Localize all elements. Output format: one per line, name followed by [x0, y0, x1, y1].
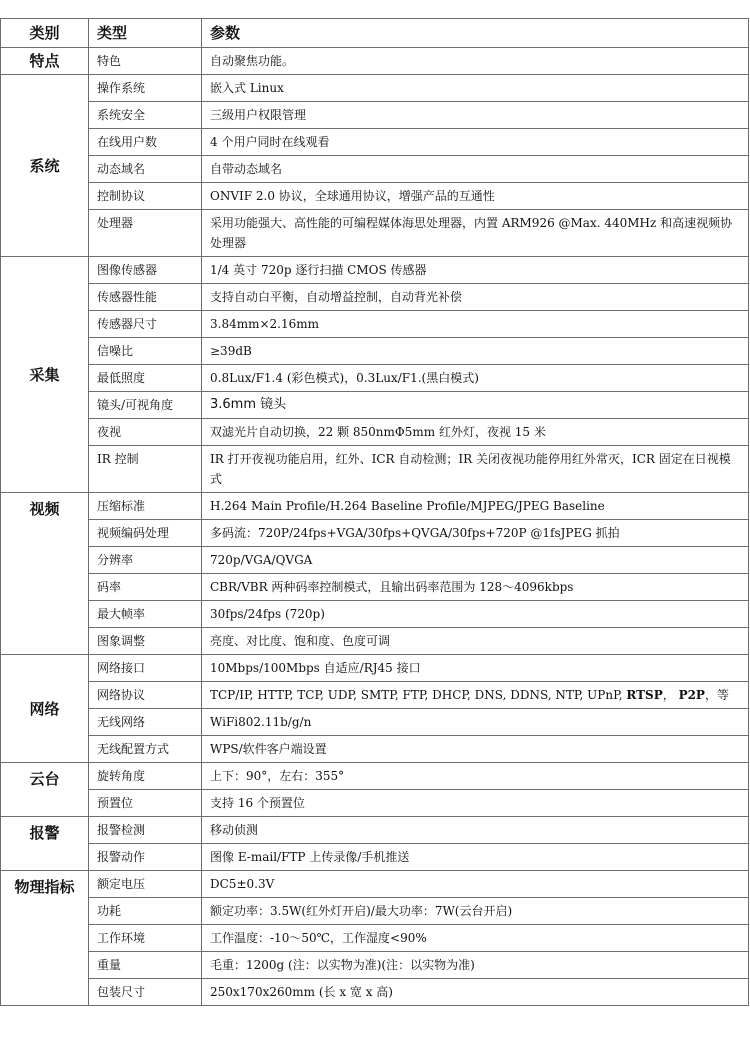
spec-value: 自带动态域名 [202, 156, 749, 183]
table-row [1, 817, 749, 844]
spec-type: 最大帧率 [89, 601, 202, 628]
table-row [1, 365, 749, 392]
header-param: 参数 [202, 19, 749, 48]
table-row [1, 628, 749, 655]
protocol-rtsp: RTSP [626, 688, 663, 702]
spec-value: 图像 E-mail/FTP 上传录像/手机推送 [202, 844, 749, 871]
category-ptz: 云台 [1, 763, 89, 817]
spec-value: 720p/VGA/QVGA [202, 547, 749, 574]
spec-value: 多码流：720P/24fps+VGA/30fps+QVGA/30fps+720P @1fsJPEG 抓拍 [202, 520, 749, 547]
table-row [1, 844, 749, 871]
spec-type: 分辨率 [89, 547, 202, 574]
protocol-separator: ， [662, 688, 679, 702]
spec-value: CBR/VBR 两种码率控制模式，且输出码率范围为 128～4096kbps [202, 574, 749, 601]
spec-value: WPS/软件客户端设置 [202, 736, 749, 763]
table-row [1, 156, 749, 183]
category-features: 特点 [1, 48, 89, 75]
table-row [1, 790, 749, 817]
table-row [1, 392, 749, 419]
spec-type: 操作系统 [89, 75, 202, 102]
spec-value: 额定功率：3.5W(红外灯开启)/最大功率：7W(云台开启) [202, 898, 749, 925]
spec-type: 网络接口 [89, 655, 202, 682]
spec-value: 4 个用户同时在线观看 [202, 129, 749, 156]
table-row [1, 898, 749, 925]
table-row [1, 520, 749, 547]
table-row [1, 419, 749, 446]
category-alarm: 报警 [1, 817, 89, 871]
spec-type: 包装尺寸 [89, 979, 202, 1006]
spec-value: 3.6mm 镜头 [202, 392, 749, 419]
spec-value: 支持自动白平衡，自动增益控制，自动背光补偿 [202, 284, 749, 311]
spec-value: 采用功能强大、高性能的可编程媒体海思处理器，内置 ARM926 @Max. 440MHz 和高速视频协处理器 [202, 210, 749, 257]
spec-value: ≥39dB [202, 338, 749, 365]
spec-value: 亮度、对比度、饱和度、色度可调 [202, 628, 749, 655]
table-row [1, 682, 749, 709]
spec-type: 夜视 [89, 419, 202, 446]
spec-value: 毛重：1200g (注：以实物为准)(注：以实物为准) [202, 952, 749, 979]
spec-value: 1/4 英寸 720p 逐行扫描 CMOS 传感器 [202, 257, 749, 284]
spec-value: 30fps/24fps (720p) [202, 601, 749, 628]
spec-value: 双滤光片自动切换，22 颗 850nmΦ5mm 红外灯，夜视 15 米 [202, 419, 749, 446]
spec-value [202, 682, 749, 709]
spec-type: 图像传感器 [89, 257, 202, 284]
spec-type: 信噪比 [89, 338, 202, 365]
spec-type: 控制协议 [89, 183, 202, 210]
category-network: 网络 [1, 655, 89, 763]
table-row [1, 709, 749, 736]
spec-value: 3.84mm×2.16mm [202, 311, 749, 338]
spec-type: 无线网络 [89, 709, 202, 736]
spec-type: 功耗 [89, 898, 202, 925]
table-row [1, 446, 749, 493]
table-row [1, 574, 749, 601]
spec-type: 镜头/可视角度 [89, 392, 202, 419]
spec-type: 特色 [89, 48, 202, 75]
table-row [1, 284, 749, 311]
spec-value: 10Mbps/100Mbps 自适应/RJ45 接口 [202, 655, 749, 682]
spec-type: 处理器 [89, 210, 202, 257]
protocol-p2p: P2P [678, 688, 705, 702]
spec-type: 最低照度 [89, 365, 202, 392]
table-row [1, 257, 749, 284]
spec-value: 移动侦测 [202, 817, 749, 844]
spec-value: DC5±0.3V [202, 871, 749, 898]
table-row [1, 493, 749, 520]
spec-type: 动态域名 [89, 156, 202, 183]
table-row [1, 210, 749, 257]
spec-value: 支持 16 个预置位 [202, 790, 749, 817]
header-category: 类别 [1, 19, 89, 48]
spec-value: 250x170x260mm (长 x 宽 x 高) [202, 979, 749, 1006]
table-row [1, 183, 749, 210]
table-row [1, 952, 749, 979]
table-row [1, 871, 749, 898]
header-type: 类型 [89, 19, 202, 48]
spec-value: 工作温度：-10～50℃，工作湿度<90% [202, 925, 749, 952]
spec-type: 报警动作 [89, 844, 202, 871]
spec-table [0, 18, 749, 1006]
spec-value: WiFi802.11b/g/n [202, 709, 749, 736]
spec-value: 嵌入式 Linux [202, 75, 749, 102]
spec-value: IR 打开夜视功能启用，红外、ICR 自动检测；IR 关闭夜视功能停用红外常灭，ICR 固定在日视模式 [202, 446, 749, 493]
table-row [1, 338, 749, 365]
spec-type: 传感器尺寸 [89, 311, 202, 338]
table-row [1, 311, 749, 338]
table-row [1, 129, 749, 156]
spec-type: 报警检测 [89, 817, 202, 844]
category-video: 视频 [1, 493, 89, 655]
spec-type: IR 控制 [89, 446, 202, 493]
table-row [1, 655, 749, 682]
spec-type: 旋转角度 [89, 763, 202, 790]
table-row [1, 102, 749, 129]
header-row [1, 19, 749, 48]
spec-type: 在线用户数 [89, 129, 202, 156]
table-row [1, 48, 749, 75]
spec-value: ONVIF 2.0 协议，全球通用协议，增强产品的互通性 [202, 183, 749, 210]
spec-type: 工作环境 [89, 925, 202, 952]
spec-type: 码率 [89, 574, 202, 601]
table-row [1, 925, 749, 952]
spec-type: 视频编码处理 [89, 520, 202, 547]
table-row [1, 979, 749, 1006]
spec-type: 图象调整 [89, 628, 202, 655]
spec-type: 网络协议 [89, 682, 202, 709]
category-physical: 物理指标 [1, 871, 89, 1006]
spec-type: 传感器性能 [89, 284, 202, 311]
protocol-suffix: ，等 [704, 688, 729, 702]
spec-value: 上下：90°，左右：355° [202, 763, 749, 790]
table-row [1, 736, 749, 763]
table-row [1, 601, 749, 628]
table-row [1, 75, 749, 102]
protocol-list: TCP/IP, HTTP, TCP, UDP, SMTP, FTP, DHCP, DNS, DDNS, NTP, UPnP, [210, 688, 627, 702]
spec-type: 额定电压 [89, 871, 202, 898]
spec-type: 重量 [89, 952, 202, 979]
spec-type: 系统安全 [89, 102, 202, 129]
spec-type: 无线配置方式 [89, 736, 202, 763]
spec-value: 0.8Lux/F1.4 (彩色模式)，0.3Lux/F1.(黑白模式) [202, 365, 749, 392]
spec-value: 三级用户权限管理 [202, 102, 749, 129]
spec-value: H.264 Main Profile/H.264 Baseline Profile/MJPEG/JPEG Baseline [202, 493, 749, 520]
spec-type: 压缩标准 [89, 493, 202, 520]
category-system: 系统 [1, 75, 89, 257]
spec-type: 预置位 [89, 790, 202, 817]
table-row [1, 547, 749, 574]
spec-value: 自动聚焦功能。 [202, 48, 749, 75]
category-capture: 采集 [1, 257, 89, 493]
table-row [1, 763, 749, 790]
